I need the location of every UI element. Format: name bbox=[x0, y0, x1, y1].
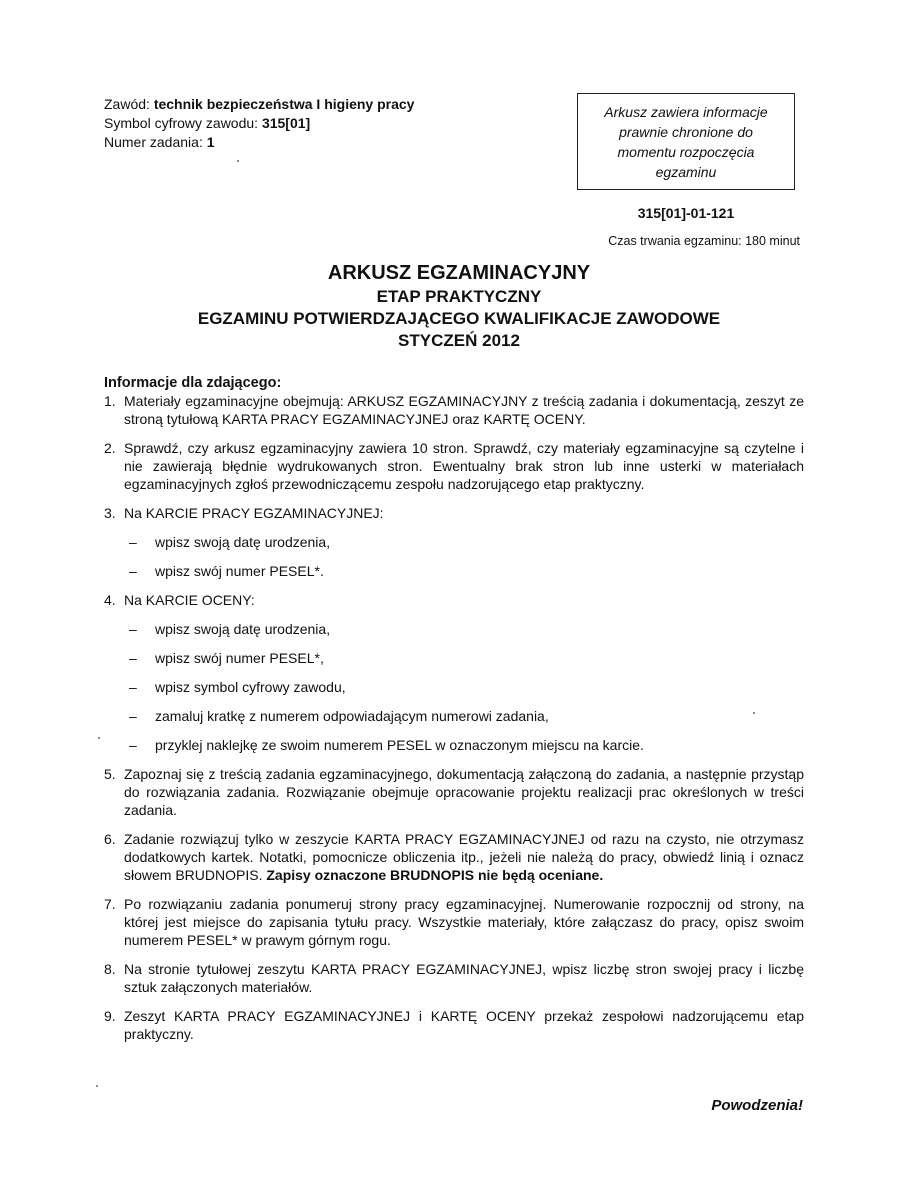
title-line-2: ETAP PRAKTYCZNY bbox=[376, 287, 542, 306]
sub-item bbox=[104, 678, 804, 696]
item-number: 9. bbox=[104, 1008, 116, 1024]
instruction-item bbox=[104, 439, 804, 493]
task-number-value: 1 bbox=[206, 134, 215, 150]
item-number: 2. bbox=[104, 440, 116, 456]
scan-speck bbox=[96, 1085, 98, 1087]
dash-bullet: – bbox=[129, 621, 137, 637]
dash-bullet: – bbox=[129, 650, 137, 666]
instructions-list bbox=[104, 392, 804, 1043]
item-text: Zeszyt KARTA PRACY EGZAMINACYJNEJ i KARTĘ OCENY przekaż zespołowi nadzorującemu etap praktyczny. bbox=[124, 1008, 804, 1042]
instruction-item bbox=[104, 830, 804, 884]
instruction-item bbox=[104, 960, 804, 996]
item-text: Zapoznaj się z treścią zadania egzaminacyjnego, dokumentacją załączoną do zadania, a następnie przystąp do rozwiązania zadania. Rozwiązanie obejmuje opracowanie projektu realizacji prac określonych w treści zadania. bbox=[124, 766, 804, 818]
instruction-item bbox=[104, 392, 804, 428]
item-number: 1. bbox=[104, 393, 116, 409]
item-number: 7. bbox=[104, 896, 116, 912]
task-number-label: Numer zadania: bbox=[104, 134, 203, 150]
sub-item-text: wpisz symbol cyfrowy zawodu, bbox=[155, 679, 346, 695]
sub-item bbox=[104, 736, 804, 754]
title-line-1: ARKUSZ EGZAMINACYJNY bbox=[327, 262, 591, 284]
dash-bullet: – bbox=[129, 534, 137, 550]
item-number: 8. bbox=[104, 961, 116, 977]
scan-speck bbox=[237, 160, 239, 162]
sub-item bbox=[104, 620, 804, 638]
title-line-3: EGZAMINU POTWIERDZAJĄCEGO KWALIFIKACJE ZAWODOWE bbox=[197, 309, 721, 328]
item-number: 6. bbox=[104, 831, 116, 847]
profession-value: technik bezpieczeństwa I higieny pracy bbox=[153, 96, 415, 112]
item-text: Sprawdź, czy arkusz egzaminacyjny zawiera 10 stron. Sprawdź, czy materiały egzaminacyjne są czytelne i nie zawierają błędnie wydrukowanych stron. Ewentualny brak stron lub inne usterki w materiałach egzaminacyjnych zgłoś przewodniczącemu zespołu nadzorującego etap praktyczny. bbox=[124, 440, 804, 492]
sub-item-text: przyklej naklejkę ze swoim numerem PESEL w oznaczonym miejscu na karcie. bbox=[155, 737, 644, 753]
task-number-row bbox=[104, 133, 414, 152]
symbol-row bbox=[104, 114, 414, 133]
sub-item-text: wpisz swoją datę urodzenia, bbox=[155, 621, 331, 637]
dash-bullet: – bbox=[129, 708, 137, 724]
profession-label: Zawód: bbox=[104, 96, 150, 112]
instruction-item bbox=[104, 765, 804, 819]
notice-line: Arkusz zawiera informacje bbox=[604, 104, 768, 120]
notice-line: prawnie chronione do bbox=[619, 124, 753, 140]
notice-line: momentu rozpoczęcia bbox=[617, 144, 755, 160]
symbol-value: 315[01] bbox=[261, 115, 311, 131]
notice-line: egzaminu bbox=[655, 164, 717, 180]
item-text: Na stronie tytułowej zeszytu KARTA PRACY EGZAMINACYJNEJ, wpisz liczbę stron swojej pracy i liczbę sztuk załączonych materiałów. bbox=[124, 961, 804, 995]
sub-item-text: wpisz swój numer PESEL*, bbox=[155, 650, 324, 666]
protected-info-notice bbox=[577, 93, 795, 190]
document-title bbox=[0, 260, 918, 352]
sub-item bbox=[104, 707, 804, 725]
dash-bullet: – bbox=[129, 737, 137, 753]
title-line-4: STYCZEŃ 2012 bbox=[398, 331, 520, 350]
exam-code: 315[01]-01-121 bbox=[637, 205, 735, 221]
item-text: Zadanie rozwiązuj tylko w zeszycie KARTA PRACY EGZAMINACYJNEJ od razu na czysto, nie otrzymasz dodatkowych kartek. Notatki, pomocnicze obliczenia itp., jeżeli nie należą do pracy, obwiedź linią i oznacz słowem BRUDNOPIS. bbox=[124, 831, 804, 883]
item-number: 4. bbox=[104, 592, 116, 608]
symbol-label: Symbol cyfrowy zawodu: bbox=[104, 115, 259, 131]
sub-item-text: wpisz swój numer PESEL*. bbox=[155, 563, 324, 579]
sub-item-text: zamaluj kratkę z numerem odpowiadającym numerowi zadania, bbox=[155, 708, 549, 724]
sub-item bbox=[104, 562, 804, 580]
sub-item bbox=[104, 649, 804, 667]
sub-item-text: wpisz swoją datę urodzenia, bbox=[155, 534, 331, 550]
info-heading: Informacje dla zdającego: bbox=[104, 375, 282, 391]
item-text: Na KARCIE PRACY EGZAMINACYJNEJ: bbox=[124, 505, 384, 521]
item-text: Na KARCIE OCENY: bbox=[124, 592, 255, 608]
instruction-item bbox=[104, 1007, 804, 1043]
instruction-item bbox=[104, 895, 804, 949]
scan-speck bbox=[753, 712, 755, 714]
item-text: Po rozwiązaniu zadania ponumeruj strony pracy egzaminacyjnej. Numerowanie rozpocznij od strony, na której jest miejsce do zapisania tytułu pracy. Wszystkie materiały, które załączasz do pracy, opisz swoim numerem PESEL* w prawym górnym rogu. bbox=[124, 896, 804, 948]
exam-metadata bbox=[104, 95, 414, 152]
dash-bullet: – bbox=[129, 563, 137, 579]
dash-bullet: – bbox=[129, 679, 137, 695]
item-number: 3. bbox=[104, 505, 116, 521]
closing-greeting: Powodzenia! bbox=[711, 1097, 803, 1114]
instruction-item bbox=[104, 504, 804, 522]
item-text: Materiały egzaminacyjne obejmują: ARKUSZ EGZAMINACYJNY z treścią zadania i dokumentacją, zeszyt ze stroną tytułową KARTA PRACY EGZAMINACYJNEJ oraz KARTĘ OCENY. bbox=[124, 393, 804, 427]
scan-speck bbox=[98, 737, 100, 739]
exam-duration: Czas trwania egzaminu: 180 minut bbox=[608, 234, 800, 248]
item-number: 5. bbox=[104, 766, 116, 782]
sub-item bbox=[104, 533, 804, 551]
item-bold-note: Zapisy oznaczone BRUDNOPIS nie będą oceniane. bbox=[266, 867, 604, 883]
instruction-item bbox=[104, 591, 804, 609]
profession-row bbox=[104, 95, 414, 114]
